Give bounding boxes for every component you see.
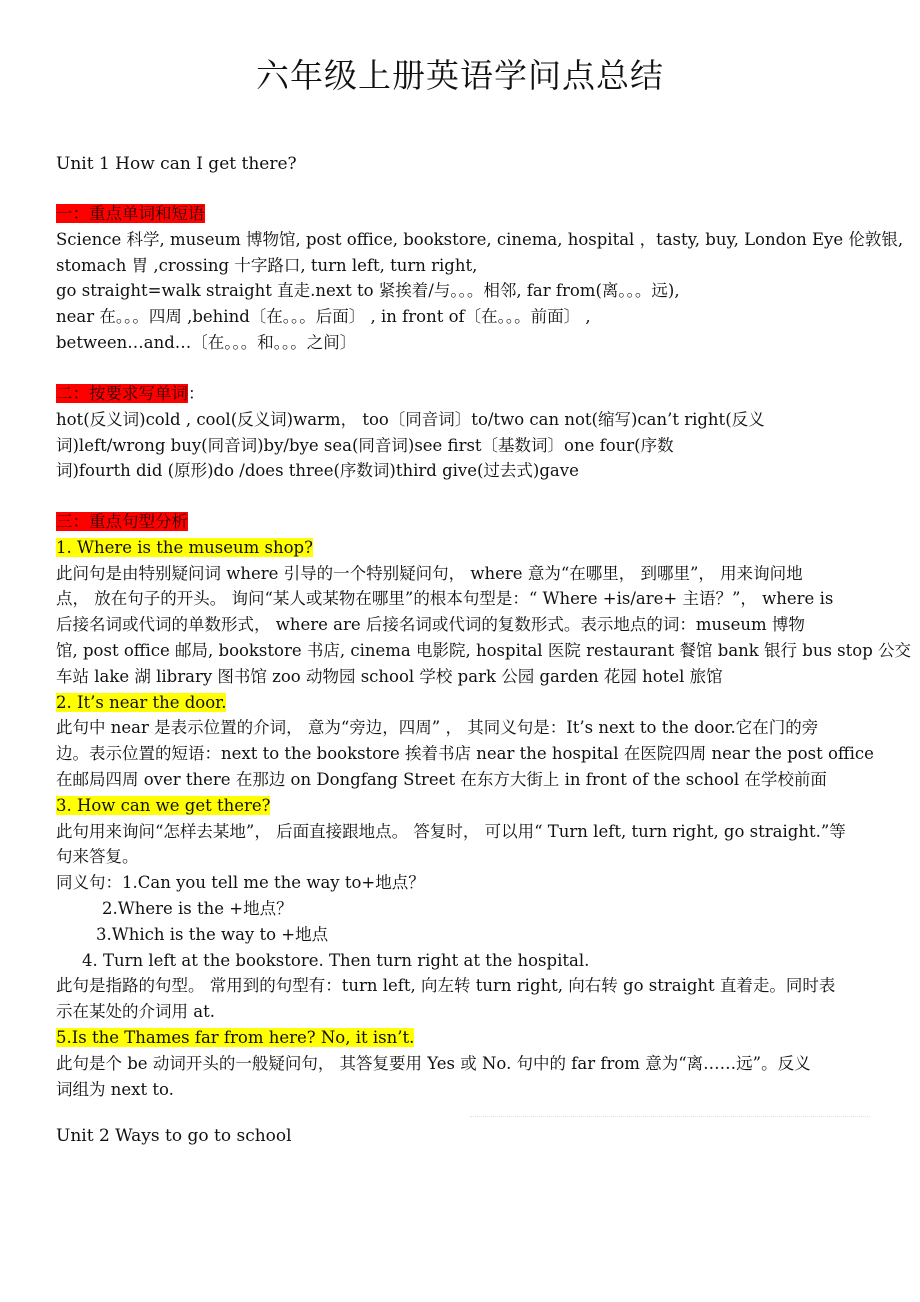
pattern3-alt: 3.Which is the way to +地点 xyxy=(96,924,329,944)
unit2-heading: Unit 2 Ways to go to school xyxy=(56,1126,292,1146)
unit1-heading: Unit 1 How can I get there? xyxy=(56,154,297,174)
pattern4-line: 此句是指路的句型。 常用到的句型有：turn left, 向左转 turn right, 向右转 go straight 直着走。同时表 xyxy=(56,976,836,996)
section-sentence-patterns xyxy=(56,509,912,1102)
pattern2-line: 边。表示位置的短语：next to the bookstore 挨着书店 near the hospital 在医院四周 near the post office xyxy=(56,744,874,764)
divider xyxy=(470,1116,870,1117)
vocab-line: go straight=walk straight 直走.next to 紧挨着/与。。。相邻, far from(离。。。远), xyxy=(56,281,680,301)
section1-heading: 一：重点单词和短语 xyxy=(56,204,205,223)
pattern1-line: 点， 放在句子的开头。 询问“某人或某物在哪里”的根本句型是：“ Where +is/are+ 主语？”， where is xyxy=(56,589,834,609)
pattern3-line: 此句用来询问“怎样去某地”， 后面直接跟地点。 答复时， 可以用“ Turn left, turn right, go straight.”等 xyxy=(56,821,846,841)
section2-heading: 二：按要求写单词 xyxy=(56,384,188,403)
pattern3-line: 同义句：1.Can you tell me the way to+地点？ xyxy=(56,873,425,893)
pattern5-line: 词组为 next to. xyxy=(56,1079,174,1099)
pattern1-line: 后接名词或代词的单数形式， where are 后接名词或代词的复数形式。表示地点的词：museum 博物 xyxy=(56,615,805,635)
pattern5-question: 5.Is the Thames far from here? No, it isn’t. xyxy=(56,1027,415,1047)
section3-heading: 三：重点句型分析 xyxy=(56,512,188,531)
pattern1-question: 1. Where is the museum shop? xyxy=(56,537,313,557)
pattern3-question: 3. How can we get there? xyxy=(56,795,271,815)
pattern1-line: 馆, post office 邮局, bookstore 书店, cinema 电影院, hospital 医院 restaurant 餐馆 bank 银行 bus stop 公交 xyxy=(56,640,912,660)
vocab-line: near 在。。。四周 ,behind〔在。。。后面〕 , in front of〔在。。。前面〕 , xyxy=(56,307,591,327)
vocab-line: between…and…〔在。。。和。。。之间〕 xyxy=(56,332,357,352)
pattern1-line: 此问句是由特别疑问词 where 引导的一个特别疑问句， where 意为“在哪里， 到哪里”， 用来询问地 xyxy=(56,563,803,583)
pattern3-alt: 2.Where is the +地点？ xyxy=(102,898,293,918)
pattern2-line: 此句中 near 是表示位置的介词， 意为“旁边，四周” ， 其同义句是：It’s next to the door.它在门的旁 xyxy=(56,718,819,738)
word-form-line: 词)fourth did (原形)do /does three(序数词)third give(过去式)gave xyxy=(56,461,579,481)
pattern5-line: 此句是个 be 动词开头的一般疑问句， 其答复要用 Yes 或 No. 句中的 far from 意为“离……远”。反义 xyxy=(56,1053,811,1073)
document-title: 六年级上册英语学问点总结 xyxy=(256,56,664,95)
vocab-line: stomach 胃 ,crossing 十字路口, turn left, turn right, xyxy=(56,255,478,275)
word-form-line: hot(反义词)cold , cool(反义词)warm， too〔同音词〕to/two can not(缩写)can’t right(反义 xyxy=(56,409,765,429)
section-vocabulary xyxy=(56,201,904,356)
pattern4-line: 示在某处的介词用 at. xyxy=(56,1002,215,1022)
word-form-line: 词)left/wrong buy(同音词)by/bye sea(同音词)see first〔基数词〕one four(序数 xyxy=(56,435,674,455)
pattern1-line: 车站 lake 湖 library 图书馆 zoo 动物园 school 学校 park 公园 garden 花园 hotel 旅馆 xyxy=(56,666,723,686)
pattern4-sentence: 4. Turn left at the bookstore. Then turn right at the hospital. xyxy=(82,950,590,970)
pattern2-line: 在邮局四周 over there 在那边 on Dongfang Street 在东方大街上 in front of the school 在学校前面 xyxy=(56,769,827,789)
pattern3-line: 句来答复。 xyxy=(56,847,139,867)
section2-heading-colon: ： xyxy=(188,384,205,403)
section-word-forms xyxy=(56,381,866,484)
vocab-line: Science 科学, museum 博物馆, post office, bookstore, cinema, hospital ，tasty, buy, London Eye 伦敦银, xyxy=(56,229,904,249)
pattern2-sentence: 2. It’s near the door. xyxy=(56,692,227,712)
